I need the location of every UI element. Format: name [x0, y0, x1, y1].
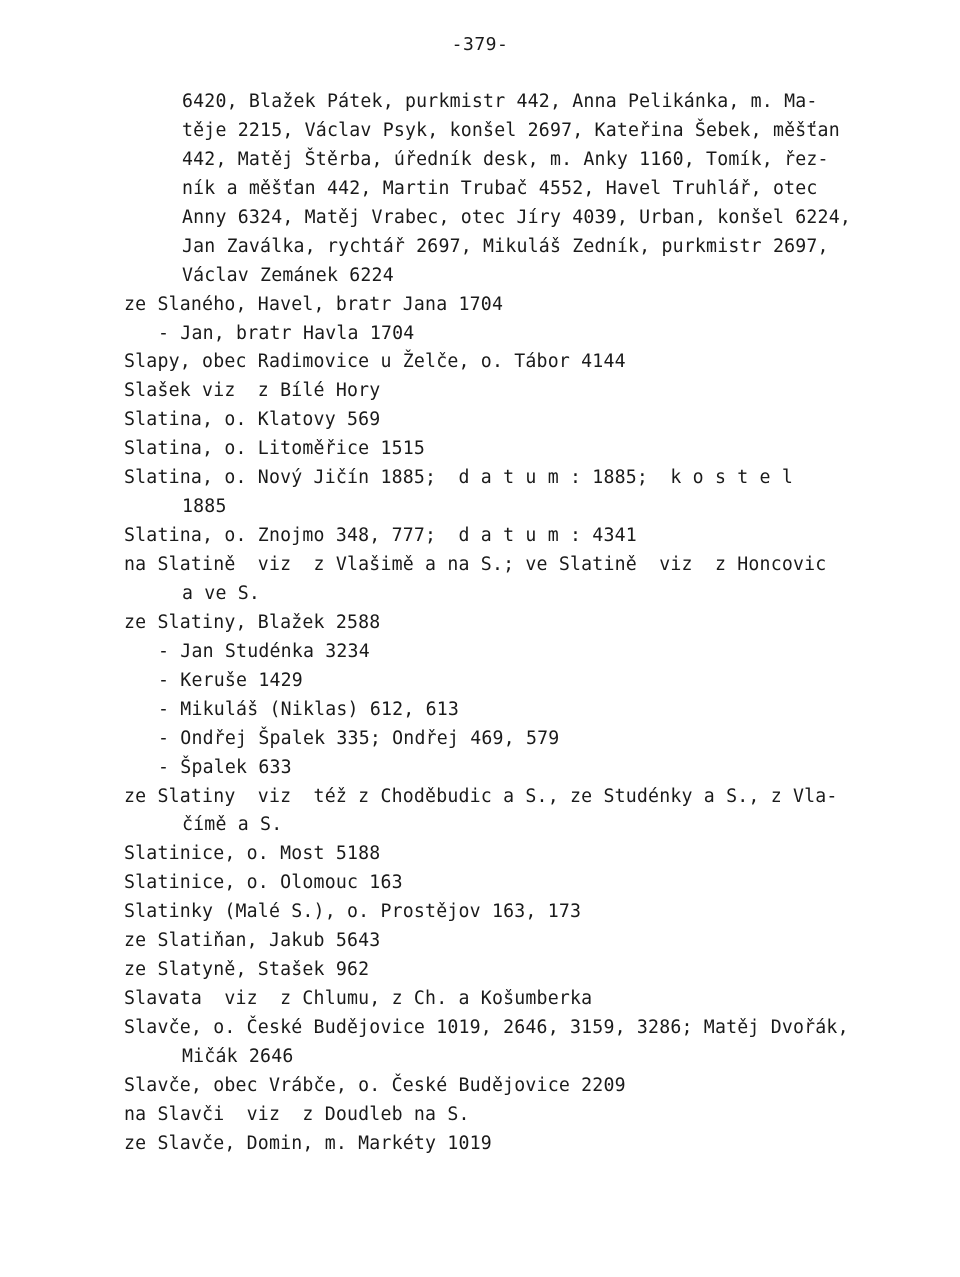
index-entry: Slatinice, o. Most 5188 [124, 843, 381, 865]
index-entry: Slapy, obec Radimovice u Želče, o. Tábor 4144 [124, 351, 626, 373]
index-entry: ze Slaného, Havel, bratr Jana 1704 [124, 293, 504, 315]
index-entry: ze Slatyně, Stašek 962 [124, 959, 370, 981]
index-line: ník a měšťan 442, Martin Trubač 4552, Havel Truhlář, otec [182, 177, 818, 199]
index-entry: Slavče, o. České Budějovice 1019, 2646, 3159, 3286; Matěj Dvořák, [124, 1017, 849, 1038]
index-entry: Slatinky (Malé S.), o. Prostějov 163, 173 [124, 901, 582, 923]
index-entries [124, 88, 914, 1159]
index-entry: ze Slatiny, Blažek 2588 [124, 611, 381, 633]
index-line: Mičák 2646 [182, 1045, 294, 1067]
index-entry: Slašek viz z Bílé Hory [124, 380, 381, 402]
index-entry: na Slavči viz z Doudleb na S. [124, 1103, 470, 1125]
index-subentry: - Jan, bratr Havla 1704 [158, 322, 415, 344]
index-subentry: - Jan Studénka 3234 [158, 640, 370, 662]
index-entry: ze Slavče, Domin, m. Markéty 1019 [124, 1132, 492, 1154]
index-line: 442, Matěj Štěrba, úředník desk, m. Anky 1160, Tomík, řez- [182, 148, 829, 170]
index-entry: Slatina, o. Klatovy 569 [124, 409, 381, 431]
index-entry: ze Slatiňan, Jakub 5643 [124, 930, 381, 952]
index-entry: Slatinice, o. Olomouc 163 [124, 872, 403, 894]
index-subentry: - Keruše 1429 [158, 669, 303, 691]
index-line: 1885 [182, 496, 227, 518]
index-line: čímě a S. [182, 814, 283, 836]
index-line: a ve S. [182, 582, 261, 604]
index-line: Václav Zemánek 6224 [182, 264, 394, 286]
index-entry: Slavče, obec Vrábče, o. České Budějovice 2209 [124, 1074, 626, 1096]
index-subentry: - Špalek 633 [158, 756, 292, 778]
index-entry: Slatina, o. Nový Jičín 1885; d a t u m : 1885; k o s t e l [124, 467, 793, 489]
index-line: Jan Zaválka, rychtář 2697, Mikuláš Zedník, purkmistr 2697, [182, 235, 829, 257]
index-entry: Slavata viz z Chlumu, z Ch. a Košumberka [124, 988, 593, 1010]
index-line: 6420, Blažek Pátek, purkmistr 442, Anna Pelikánka, m. Ma- [182, 91, 818, 112]
page-number: -379- [451, 34, 509, 55]
index-subentry: - Mikuláš (Niklas) 612, 613 [158, 698, 460, 720]
index-entry: ze Slatiny viz též z Choděbudic a S., ze Studénky a S., z Vla- [124, 785, 838, 807]
index-line: těje 2215, Václav Psyk, konšel 2697, Kateřina Šebek, měšťan [182, 119, 840, 141]
index-entry: Slatina, o. Znojmo 348, 777; d a t u m : 4341 [124, 525, 637, 547]
index-subentry: - Ondřej Špalek 335; Ondřej 469, 579 [158, 727, 560, 749]
index-entry: Slatina, o. Litoměřice 1515 [124, 438, 426, 460]
index-entry: na Slatině viz z Vlašimě a na S.; ve Slatině viz z Honcovic [124, 554, 827, 575]
index-line: Anny 6324, Matěj Vrabec, otec Jíry 4039, Urban, konšel 6224, [182, 206, 851, 228]
